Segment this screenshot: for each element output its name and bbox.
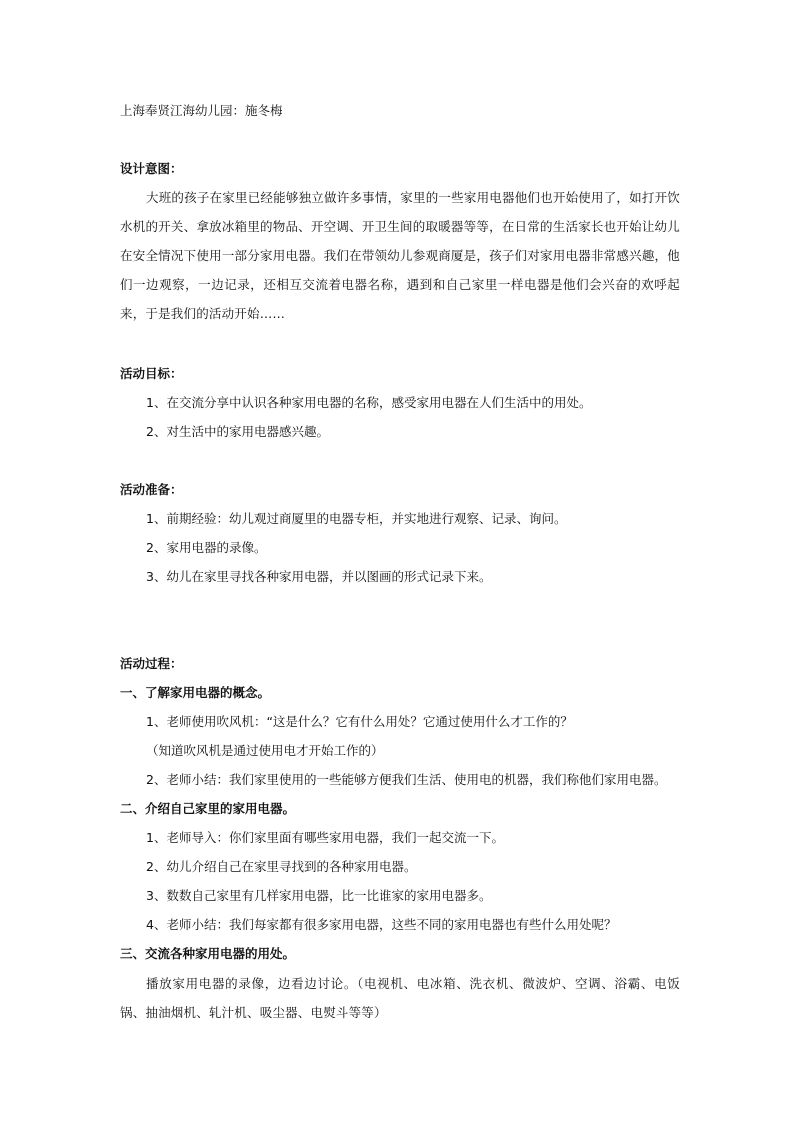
process-heading: 活动过程： — [120, 656, 183, 671]
preparation-item-1: 1、前期经验：幼儿观过商厦里的电器专柜，并实地进行观察、记录、询问。 — [146, 511, 567, 526]
goal-item-2: 2、对生活中的家用电器感兴趣。 — [146, 424, 329, 439]
section-2-item-4: 4、老师小结：我们每家都有很多家用电器，这些不同的家用电器也有些什么用处呢？ — [146, 917, 617, 932]
section-1-item-2: （知道吹风机是通过使用电才开始工作的） — [146, 743, 384, 758]
section-2-title: 二、介绍自己家里的家用电器。 — [120, 801, 296, 816]
preparation-item-2: 2、家用电器的录像。 — [146, 540, 267, 555]
section-3-paragraph: 播放家用电器的录像，边看边讨论。（电视机、电冰箱、洗衣机、微波炉、空调、浴霸、电饭锅、抽油烟机、轧汁机、吸尘器、电熨斗等等） — [120, 976, 680, 1020]
section-2-item-2: 2、幼儿介绍自己在家里寻找到的各种家用电器。 — [146, 859, 417, 874]
section-1-title: 一、了解家用电器的概念。 — [120, 685, 271, 700]
goal-item-1: 1、在交流分享中认识各种家用电器的名称，感受家用电器在人们生活中的用处。 — [146, 395, 592, 410]
section-1-item-1: 1、老师使用吹风机：“这是什么？它有什么用处？它通过使用什么才工作的？ — [146, 714, 573, 729]
section-1-item-3: 2、老师小结：我们家里使用的一些能够方便我们生活、使用电的机器，我们称他们家用电器。 — [146, 772, 667, 787]
preparation-item-3: 3、幼儿在家里寻找各种家用电器，并以图画的形式记录下来。 — [146, 569, 492, 584]
design-heading: 设计意图： — [120, 161, 183, 176]
preparation-heading: 活动准备： — [120, 482, 183, 497]
section-2-item-1: 1、老师导入：你们家里面有哪些家用电器，我们一起交流一下。 — [146, 830, 504, 845]
section-3-title: 三、交流各种家用电器的用处。 — [120, 946, 296, 961]
section-2-item-3: 3、数数自己家里有几样家用电器，比一比谁家的家用电器多。 — [146, 888, 492, 903]
author-line: 上海奉贤江海幼儿园：施冬梅 — [120, 103, 283, 118]
design-paragraph: 大班的孩子在家里已经能够独立做许多事情，家里的一些家用电器他们也开始使用了，如打开饮水机的开关、拿放冰箱里的物品、开空调、开卫生间的取暖器等等，在日常的生活家长也开始让幼儿在安全情况下使用一部分家用电器。我们在带领幼儿参观商厦是，孩子们对家用电器非常感兴趣，他们一边观察，一边记录，还相互交流着电器名称，遇到和自己家里一样电器是他们会兴奋的欢呼起来，于是我们的活动开始…… — [120, 190, 680, 321]
goals-heading: 活动目标： — [120, 366, 183, 381]
